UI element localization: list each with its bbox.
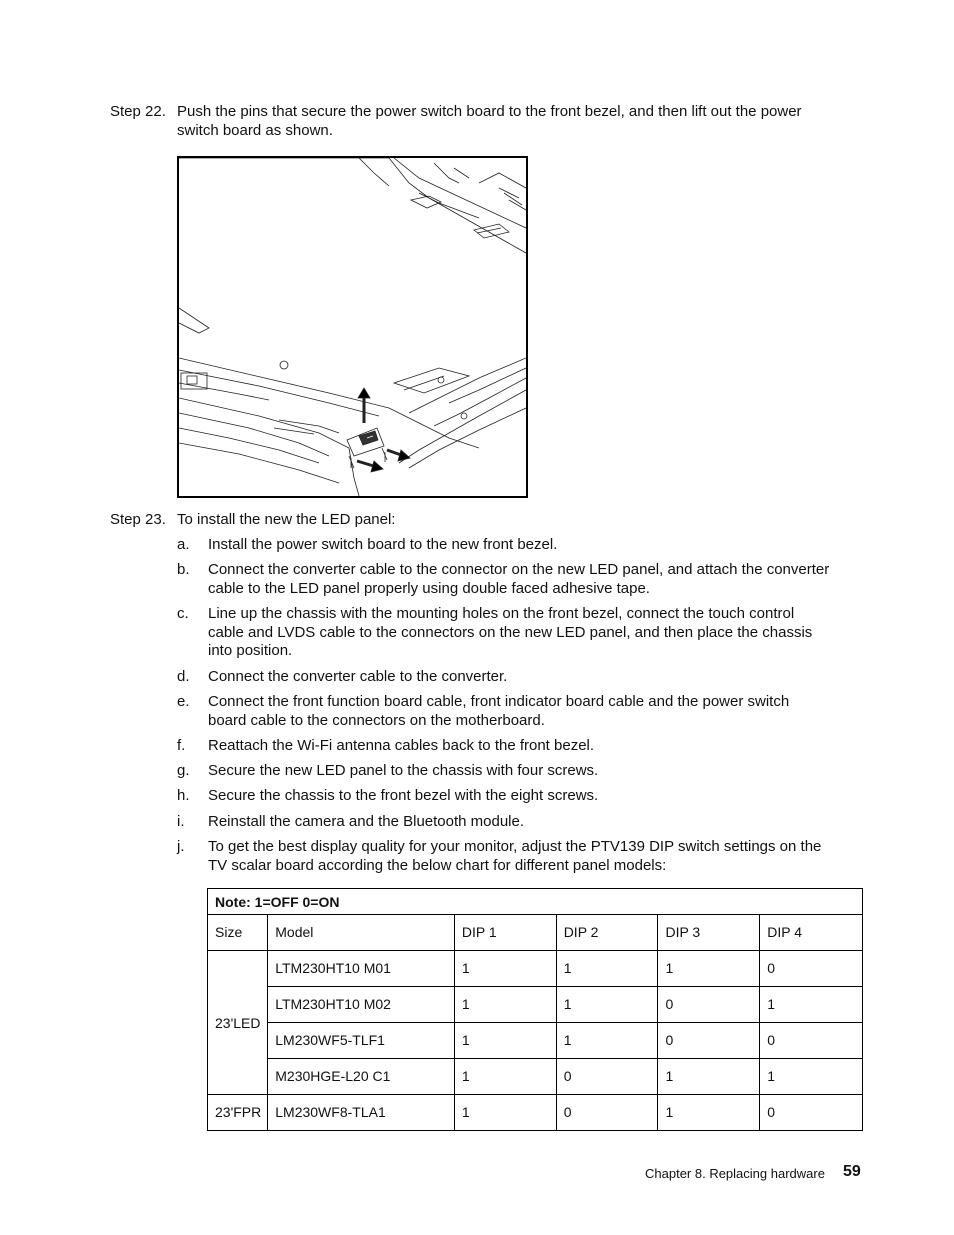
dip-cell: 0 xyxy=(658,987,760,1023)
item-e-text xyxy=(208,693,863,730)
item-i-text xyxy=(208,813,863,832)
dip-switch-table xyxy=(207,888,863,1131)
item-c-line-1: Line up the chassis with the mounting holes on the front bezel, connect the touch control xyxy=(208,605,795,622)
model-cell: LM230WF5-TLF1 xyxy=(268,1023,455,1059)
item-e-line-2: board cable to the connectors on the motherboard. xyxy=(208,711,545,729)
table-row xyxy=(208,1095,863,1131)
dip-cell: 1 xyxy=(454,1023,556,1059)
table-row xyxy=(208,951,863,987)
item-d-text xyxy=(208,668,863,687)
dip-cell: 1 xyxy=(760,987,863,1023)
table-note: Note: 1=OFF 0=ON xyxy=(208,889,863,915)
item-d-line-1: Connect the converter cable to the converter. xyxy=(208,668,508,685)
item-d-letter: d. xyxy=(177,668,190,685)
item-c-text xyxy=(208,605,863,661)
dip-cell: 0 xyxy=(760,1095,863,1131)
item-g-text xyxy=(208,762,863,781)
table-row xyxy=(208,1023,863,1059)
dip-cell: 1 xyxy=(556,987,658,1023)
item-f-text xyxy=(208,737,863,756)
item-i-line-1: Reinstall the camera and the Bluetooth module. xyxy=(208,813,525,830)
footer-chapter-title: Chapter 8. Replacing hardware xyxy=(645,1166,825,1181)
item-f-line-1: Reattach the Wi-Fi antenna cables back to the front bezel. xyxy=(208,737,595,754)
dip-cell: 1 xyxy=(454,951,556,987)
item-b-text xyxy=(208,561,863,598)
item-f-letter: f. xyxy=(177,737,186,754)
item-a-text xyxy=(208,536,863,555)
item-h-text xyxy=(208,787,863,806)
dip-cell: 0 xyxy=(556,1059,658,1095)
item-h-line-1: Secure the chassis to the front bezel with the eight screws. xyxy=(208,787,599,804)
dip-cell: 0 xyxy=(658,1023,760,1059)
item-g-line-1: Secure the new LED panel to the chassis with four screws. xyxy=(208,762,599,779)
item-c-line-2: cable and LVDS cable to the connectors on the new LED panel, and then place the chassis xyxy=(208,623,813,641)
model-cell: LTM230HT10 M01 xyxy=(268,951,455,987)
header-size: Size xyxy=(208,915,268,951)
dip-cell: 0 xyxy=(556,1095,658,1131)
dip-cell: 1 xyxy=(454,1095,556,1131)
step-22-line-1: Push the pins that secure the power switch board to the front bezel, and then lift out the power xyxy=(177,103,802,120)
item-b-line-2: cable to the LED panel properly using double faced adhesive tape. xyxy=(208,579,650,597)
item-a-letter: a. xyxy=(177,536,190,553)
item-h-letter: h. xyxy=(177,787,190,804)
step-23-text: To install the new the LED panel: xyxy=(177,511,396,528)
header-dip1: DIP 1 xyxy=(454,915,556,951)
item-i-letter: i. xyxy=(177,813,185,830)
step-22-label: Step 22. xyxy=(110,103,166,120)
model-cell: LTM230HT10 M02 xyxy=(268,987,455,1023)
step-22-text xyxy=(177,103,857,140)
dip-cell: 1 xyxy=(556,1023,658,1059)
header-dip2: DIP 2 xyxy=(556,915,658,951)
size-cell: 23'LED xyxy=(208,951,268,1095)
item-g-letter: g. xyxy=(177,762,190,779)
model-cell: M230HGE-L20 C1 xyxy=(268,1059,455,1095)
dip-cell: 1 xyxy=(454,987,556,1023)
item-e-line-1: Connect the front function board cable, front indicator board cable and the power switch xyxy=(208,693,790,710)
item-b-line-1: Connect the converter cable to the connector on the new LED panel, and attach the converter xyxy=(208,561,830,578)
power-switch-board-illustration xyxy=(177,156,528,498)
dip-cell: 1 xyxy=(658,1095,760,1131)
step-23-label: Step 23. xyxy=(110,511,166,528)
dip-cell: 1 xyxy=(658,951,760,987)
item-b-letter: b. xyxy=(177,561,190,578)
step-22-line-2: switch board as shown. xyxy=(177,121,333,139)
item-c-line-3: into position. xyxy=(208,642,293,659)
model-cell: LM230WF8-TLA1 xyxy=(268,1095,455,1131)
item-j-letter: j. xyxy=(177,838,185,855)
dip-cell: 0 xyxy=(760,1023,863,1059)
item-j-line-1: To get the best display quality for your monitor, adjust the PTV139 DIP switch settings on the xyxy=(208,838,822,855)
item-a-line-1: Install the power switch board to the new front bezel. xyxy=(208,536,558,553)
dip-cell: 1 xyxy=(454,1059,556,1095)
size-cell: 23'FPR xyxy=(208,1095,268,1131)
dip-cell: 1 xyxy=(760,1059,863,1095)
table-row xyxy=(208,987,863,1023)
dip-cell: 1 xyxy=(556,951,658,987)
header-model: Model xyxy=(268,915,455,951)
dip-cell: 1 xyxy=(658,1059,760,1095)
item-j-text xyxy=(208,838,863,875)
header-dip4: DIP 4 xyxy=(760,915,863,951)
header-dip3: DIP 3 xyxy=(658,915,760,951)
dip-cell: 0 xyxy=(760,951,863,987)
table-header-row xyxy=(208,915,863,951)
item-e-letter: e. xyxy=(177,693,190,710)
page-number: 59 xyxy=(843,1163,861,1180)
table-row xyxy=(208,1059,863,1095)
item-j-line-2: TV scalar board according the below chart for different panel models: xyxy=(208,856,667,874)
item-c-letter: c. xyxy=(177,605,189,622)
